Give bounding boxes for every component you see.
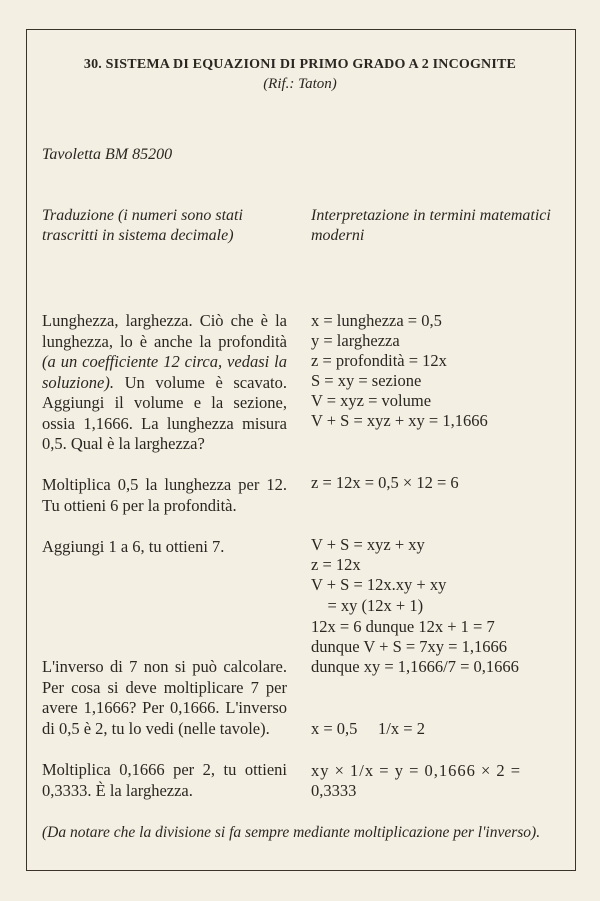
equation-line: z = profondità = 12x xyxy=(311,351,447,370)
equation-line: V = xyz = volume xyxy=(311,391,432,410)
translation-text: Un volume è scavato. Aggiungi il volume e la sezione, ossia 1,1666. La lunghezza misura 0,5. Qual è la larghezza? xyxy=(42,372,287,453)
equation-line: S = xy = sezione xyxy=(311,371,422,390)
reference: (Rif.: Taton) xyxy=(263,76,337,92)
translation-block-4: L'inverso di 7 non si può calcolare. Per cosa si deve moltiplicare 7 per avere 1,1666? Per 0,1666. L'inverso di 0,5 è 2, tu lo vedi (nelle tavole). xyxy=(42,657,287,738)
equation-line: V + S = xyz + xy = 1,1666 xyxy=(311,411,488,430)
translation-block-3: Aggiungi 1 a 6, tu ottieni 7. xyxy=(42,537,225,556)
equation-line: dunque xy = 1,1666/7 = 0,1666 xyxy=(311,657,519,676)
translation-block-5: Moltiplica 0,1666 per 2, tu ottieni 0,3333. È la larghezza. xyxy=(42,760,287,800)
translation-text: Lunghezza, larghezza. Ciò che è la lunghezza, lo è anche la profondità xyxy=(42,311,287,351)
equation-line: V + S = xyz + xy xyxy=(311,535,425,554)
equation-line: 12x = 6 dunque 12x + 1 = 7 xyxy=(311,617,495,636)
equation-line: V + S = 12x.xy + xy xyxy=(311,575,447,594)
translation-note: (a un coefficiente 12 circa, vedasi la soluzione). xyxy=(42,352,287,392)
footnote: (Da notare che la divisione si fa sempre mediante moltiplicazione per l'inverso). xyxy=(42,824,541,841)
translation-block-1 xyxy=(42,311,287,455)
equation-line: 0,3333 xyxy=(311,781,357,800)
equation-line: z = 12x = 0,5 × 12 = 6 xyxy=(311,473,459,492)
equation-line: xy × 1/x = y = 0,1666 × 2 = xyxy=(311,761,522,780)
tablet-label: Tavoletta BM 85200 xyxy=(42,146,173,163)
equation-line: z = 12x xyxy=(311,555,361,574)
interpretation-header: Interpretazione in termini matematici moderni xyxy=(311,207,551,244)
translation-block-2: Moltiplica 0,5 la lunghezza per 12. Tu ottieni 6 per la profondità. xyxy=(42,475,287,515)
equation-line: dunque V + S = 7xy = 1,1666 xyxy=(311,637,507,656)
equation-line: y = larghezza xyxy=(311,331,400,350)
equation-line: x = 0,5 1/x = 2 xyxy=(311,719,425,738)
section-title: 30. SISTEMA DI EQUAZIONI DI PRIMO GRADO A 2 INCOGNITE xyxy=(83,57,517,72)
equation-line: x = lunghezza = 0,5 xyxy=(311,311,442,330)
equation-line: = xy (12x + 1) xyxy=(311,596,424,615)
translation-header: Traduzione (i numeri sono stati trascritti in sistema decimale) xyxy=(42,207,243,244)
